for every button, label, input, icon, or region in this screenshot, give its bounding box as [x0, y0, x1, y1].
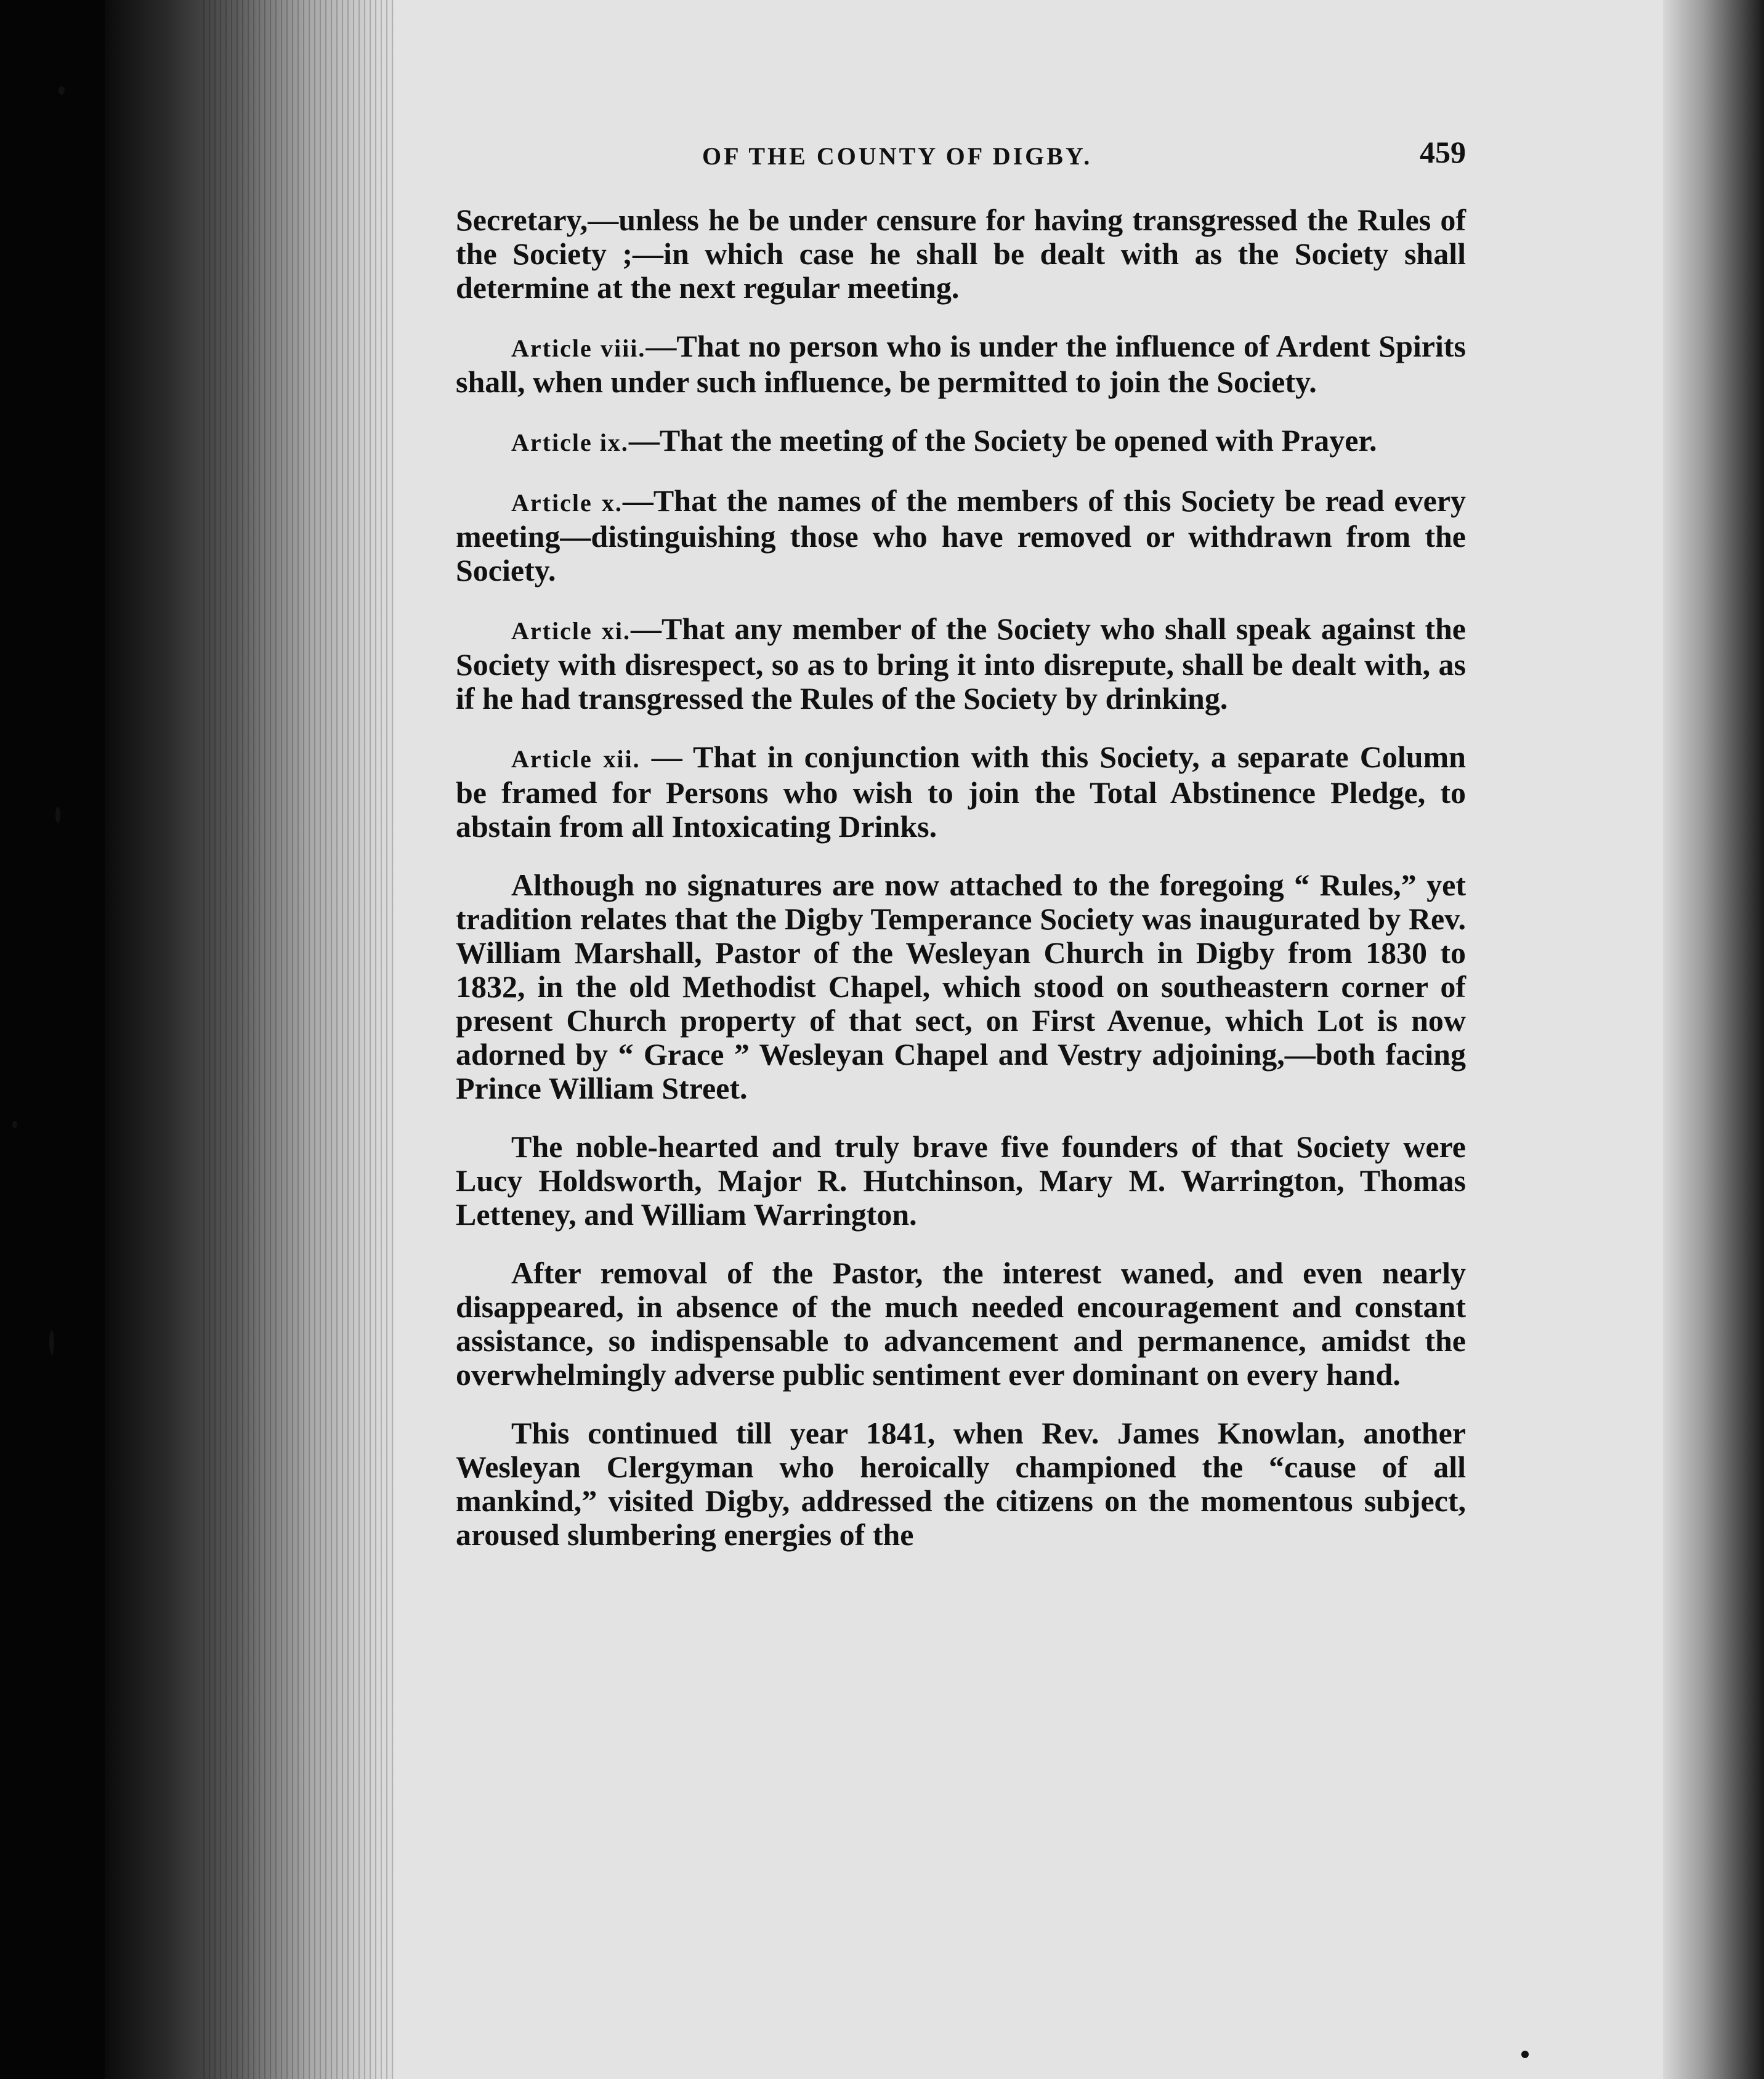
- scan-speck: [1521, 2051, 1529, 2058]
- article-lead: Article xii.: [511, 745, 641, 773]
- article-x: [456, 484, 1466, 587]
- paragraph-text: After removal of the Pastor, the interest waned, and even nearly disappeared, in absence of the much needed encouragement and constant assistance, so indispensable to advancement and permanence, amidst the overwhelmingly adverse public sentiment ever dominant on every hand.: [456, 1256, 1466, 1392]
- paragraph-1841: [456, 1416, 1466, 1552]
- article-xi: [456, 612, 1466, 716]
- article-lead: Article viii.: [511, 334, 646, 362]
- paragraph-text: —That no person who is under the influence of Ardent Spirits shall, when under such influence, be permitted to join the Society.: [456, 329, 1466, 399]
- page-edge-lines: [203, 0, 413, 2079]
- paragraph-founders: [456, 1130, 1466, 1232]
- article-ix: [456, 424, 1466, 459]
- paragraph-text: —That any member of the Society who shall speak against the Society with disrespect, so as to bring it into disrepute, shall be dealt with, as if he had transgressed the Rules of the Society by drinking.: [456, 612, 1466, 716]
- article-xii: [456, 740, 1466, 844]
- scan-speck: [49, 1330, 54, 1355]
- paragraph-text: —That the names of the members of this Society be read every meeting—distinguishing those who have removed or withdrawn from the Society.: [456, 483, 1466, 587]
- right-gutter-shadow: [1663, 0, 1764, 2079]
- paragraph-text: Secretary,—unless he be under censure for having transgressed the Rules of the Society ;—in which case he shall be dealt with as the Society shall determine at the next regular meeting.: [456, 203, 1466, 305]
- paragraph-removal: [456, 1256, 1466, 1392]
- paragraph-signatures: [456, 868, 1466, 1105]
- article-lead: Article ix.: [511, 429, 629, 456]
- page-content: [456, 129, 1466, 1576]
- paragraph-continuation: [456, 203, 1466, 305]
- article-viii: [456, 329, 1466, 399]
- paragraph-text: —That the meeting of the Society be opened with Prayer.: [628, 423, 1377, 458]
- paragraph-text: — That in conjunction with this Society, a separate Column be framed for Persons who wish to join the Total Abstinence Pledge, to abstain from all Intoxicating Drinks.: [456, 740, 1466, 844]
- paragraph-text: Although no signatures are now attached to the foregoing “ Rules,” yet tradition relates that the Digby Temperance Society was inaugurated by Rev. William Marshall, Pastor of the Wesleyan Church in Digby from 1830 to 1832, in the old Methodist Chapel, which stood on southeastern corner of present Church property of that sect, on First Avenue, which Lot is now adorned by “ Grace ” Wesleyan Chapel and Vestry adjoining,—both facing Prince William Street.: [456, 868, 1466, 1105]
- running-title: OF THE COUNTY OF DIGBY.: [702, 142, 1093, 170]
- article-lead: Article xi.: [511, 617, 631, 645]
- paragraph-text: The noble-hearted and truly brave five founders of that Society were Lucy Holdsworth, Major R. Hutchinson, Mary M. Warrington, Thomas Letteney, and William Warrington.: [456, 1129, 1466, 1232]
- scan-speck: [59, 86, 65, 95]
- scan-speck: [12, 1121, 17, 1128]
- page-number: 459: [1420, 135, 1466, 169]
- paragraph-text: This continued till year 1841, when Rev. James Knowlan, another Wesleyan Clergyman who heroically championed the “cause of all mankind,” visited Digby, addressed the citizens on the momentous subject, aroused slumbering energies of the: [456, 1416, 1466, 1552]
- article-lead: Article x.: [511, 489, 623, 517]
- scan-speck: [55, 807, 60, 823]
- running-head: [456, 129, 1466, 179]
